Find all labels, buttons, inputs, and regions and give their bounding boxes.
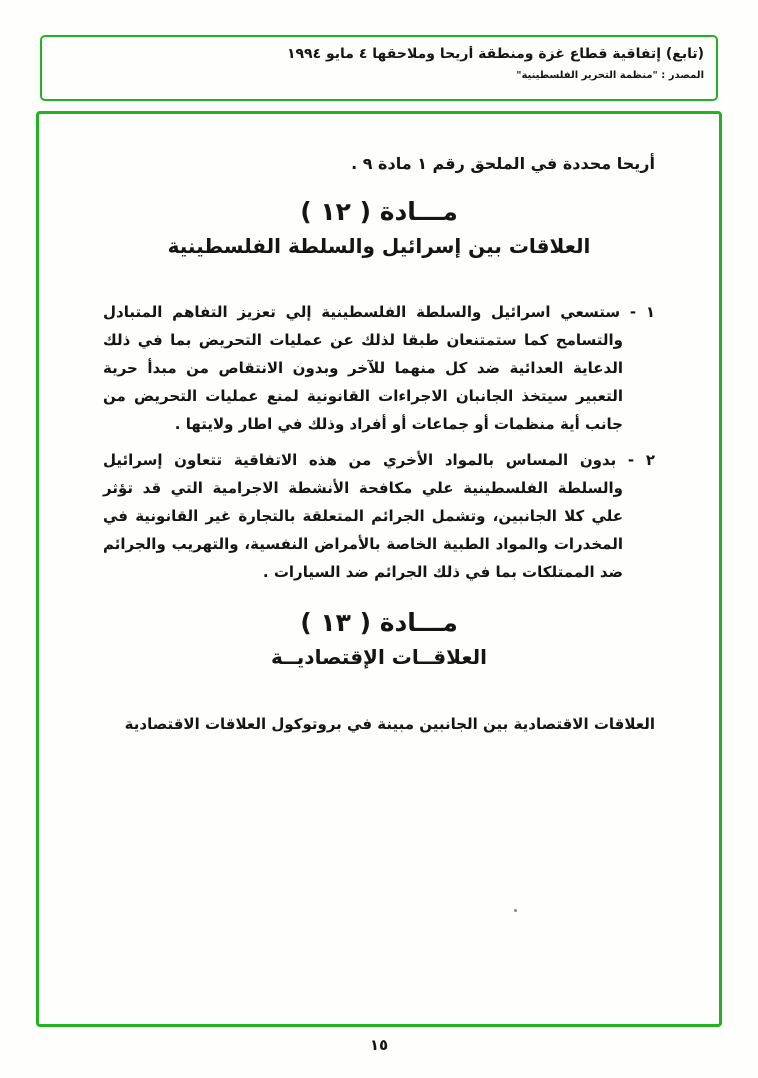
article-12-heading: مـــادة ( ١٢ ) bbox=[300, 197, 458, 226]
article-13-body: العلاقات الاقتصادية بين الجانبين مبينة في بروتوكول العلاقات الاقتصادية bbox=[124, 715, 655, 733]
article-12-clause-2: ٢ - بدون المساس بالمواد الأخري من هذه الاتفاقية تتعاون إسرائيل والسلطة الفلسطينية علي مكافحة الأنشطة الاجرامية التي قد تؤثر علي كلا الجانبين، وتشمل الجرائم المتعلقة بالتجارة غير القانونية في المخدرات والمواد الطبية الخاصة بالأمراض النفسية، والتهريب والجرائم ضد الممتلكات بما في ذلك الجرائم ضد السيارات . bbox=[103, 451, 655, 581]
article-13-heading: مـــادة ( ١٣ ) bbox=[300, 608, 458, 637]
page-number: ١٥ bbox=[369, 1036, 389, 1054]
document-frame bbox=[36, 111, 722, 1027]
source-attribution: المصدر : "منظمة التحرير الفلسطينية" bbox=[516, 70, 704, 81]
agreement-title: (تابع) إتفاقية قطاع غزة ومنطقة أريحا وملاحقها ٤ مايو ١٩٩٤ bbox=[286, 46, 704, 62]
source-header-box bbox=[40, 35, 718, 101]
scan-artifact-dot bbox=[514, 909, 517, 912]
article-12-subheading: العلاقات بين إسرائيل والسلطة الفلسطينية bbox=[167, 234, 591, 258]
article-12-clause-1: ١ - ستسعي اسرائيل والسلطة الفلسطينية إلي تعزيز التفاهم المتبادل والتسامح كما ستمتنعان طبقا لذلك عن عمليات التحريض بما في ذلك الدعاية العدائية ضد كل منهما للآخر وبدون الانتقاص من مبدأ حرية التعبير سيتخذ الجانبان الاجراءات القانونية لمنع عمليات التحريض من جانب أية منظمات أو جماعات أو أفراد وذلك في اطار ولايتها . bbox=[103, 303, 655, 433]
annex-reference-line: أريحا محددة في الملحق رقم ١ مادة ٩ . bbox=[351, 154, 655, 173]
article-13-section bbox=[103, 608, 655, 733]
article-13-subheading: العلاقــات الإقتصاديــة bbox=[271, 645, 487, 669]
article-12-body bbox=[103, 298, 655, 586]
